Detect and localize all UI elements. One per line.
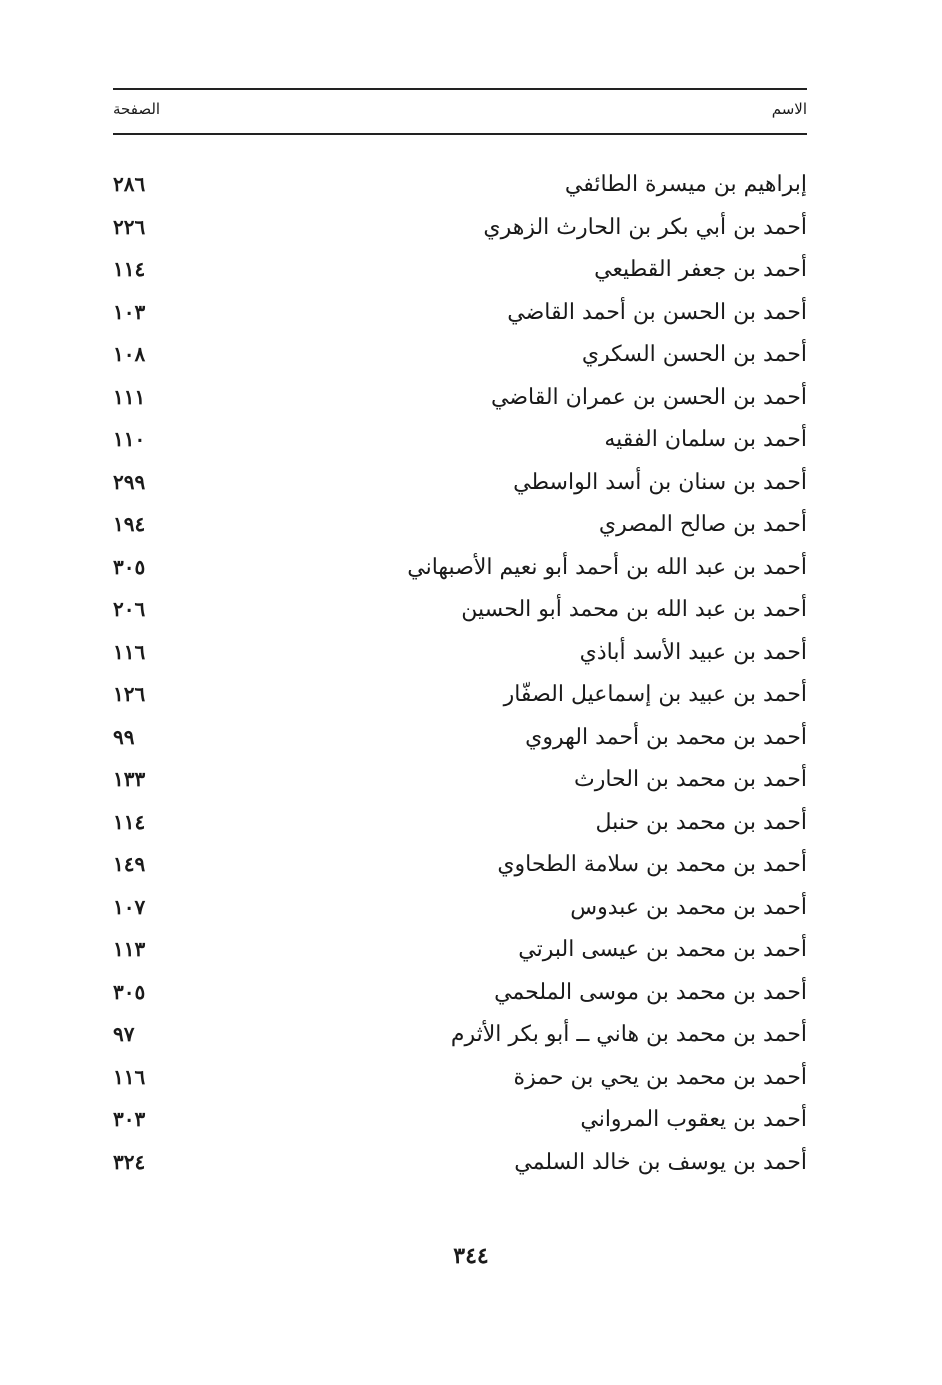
entry-name: أحمد بن سلمان الفقيه [604,427,807,452]
index-entry [113,253,807,296]
name-column-heading: الاسم [771,100,807,118]
entry-page-ref: ٣٠٣ [113,1107,146,1131]
index-entry [113,423,807,466]
entry-name: أحمد بن محمد بن سلامة الطحاوي [497,852,807,877]
entry-page-ref: ١٢٦ [113,682,146,706]
entry-page-ref: ١١٠ [113,427,146,451]
entry-name: أحمد بن محمد بن الحارث [574,767,807,792]
index-entry [113,551,807,594]
entry-page-ref: ١٠٨ [113,342,146,366]
entry-name: أحمد بن الحسن بن عمران القاضي [491,384,807,410]
entry-page-ref: ٩٧ [113,1022,135,1046]
index-entry [113,1018,807,1061]
entry-page-ref: ١٤٩ [113,852,146,876]
index-entry [113,806,807,849]
page-column-heading: الصفحة [113,100,161,118]
entry-page-ref: ٢٠٦ [113,597,146,621]
index-entry [113,593,807,636]
index-entry [113,933,807,976]
index-entry [113,678,807,721]
index-entry [113,168,807,211]
index-entry [113,211,807,254]
entry-name: أحمد بن عبد الله بن محمد أبو الحسين [461,597,807,622]
entry-page-ref: ١١٣ [113,937,146,961]
index-entry [113,763,807,806]
index-entry [113,466,807,509]
entry-page-ref: ١٩٤ [113,512,146,536]
entry-name: أحمد بن عبيد بن إسماعيل الصفّار [503,682,807,707]
entry-name: أحمد بن محمد بن عيسى البرتي [518,937,807,962]
entry-name: أحمد بن جعفر القطيعي [594,257,807,282]
entry-name: أحمد بن أبي بكر بن الحارث الزهري [483,214,807,240]
entry-page-ref: ١١٤ [113,257,146,281]
entry-name: أحمد بن محمد بن عبدوس [570,894,807,920]
index-entries-list [113,168,807,1188]
header-bottom-rule [113,133,807,135]
index-entry [113,1146,807,1189]
entry-name: أحمد بن يوسف بن خالد السلمي [514,1149,807,1175]
entry-page-ref: ١٣٣ [113,767,146,791]
index-entry [113,1061,807,1104]
index-entry [113,381,807,424]
entry-page-ref: ٣٠٥ [113,979,146,1004]
entry-name: أحمد بن محمد بن هاني ــ أبو بكر الأثرم [450,1022,807,1047]
index-entry [113,636,807,679]
page-number: ٣٤٤ [453,1243,489,1269]
entry-name: أحمد بن الحسن السكري [581,342,807,367]
entry-page-ref: ٢٢٦ [113,214,146,239]
entry-page-ref: ٩٩ [113,724,135,749]
entry-name: أحمد بن عبيد الأسد أباذي [579,639,807,665]
index-entry [113,721,807,764]
entry-name: أحمد بن سنان بن أسد الواسطي [513,469,807,495]
header-top-rule [113,88,807,90]
entry-page-ref: ١١١ [113,384,146,409]
index-entry [113,848,807,891]
entry-name: أحمد بن الحسن بن أحمد القاضي [507,299,807,325]
entry-name: أحمد بن محمد بن موسى الملحمي [494,979,807,1005]
index-entry [113,296,807,339]
index-entry [113,891,807,934]
entry-page-ref: ١٠٣ [113,299,146,324]
entry-page-ref: ٣٢٤ [113,1149,146,1174]
column-header [113,100,807,126]
entry-page-ref: ١٠٧ [113,894,146,919]
entry-page-ref: ١١٦ [113,1064,146,1089]
entry-page-ref: ٣٠٥ [113,554,146,579]
entry-name: أحمد بن محمد بن حنبل [595,809,807,835]
entry-name: أحمد بن عبد الله بن أحمد أبو نعيم الأصبهاني [407,554,807,580]
entry-page-ref: ٢٨٦ [113,172,146,196]
index-entry [113,338,807,381]
entry-page-ref: ١١٦ [113,639,146,664]
index-entry [113,976,807,1019]
entry-name: إبراهيم بن ميسرة الطائفي [564,172,807,197]
entry-name: أحمد بن محمد بن أحمد الهروي [525,724,807,750]
index-entry [113,508,807,551]
entry-name: أحمد بن صالح المصري [598,512,807,537]
entry-name: أحمد بن محمد بن يحي بن حمزة [513,1064,807,1090]
entry-page-ref: ١١٤ [113,809,146,834]
entry-name: أحمد بن يعقوب المرواني [580,1107,807,1132]
entry-page-ref: ٢٩٩ [113,469,146,494]
index-entry [113,1103,807,1146]
